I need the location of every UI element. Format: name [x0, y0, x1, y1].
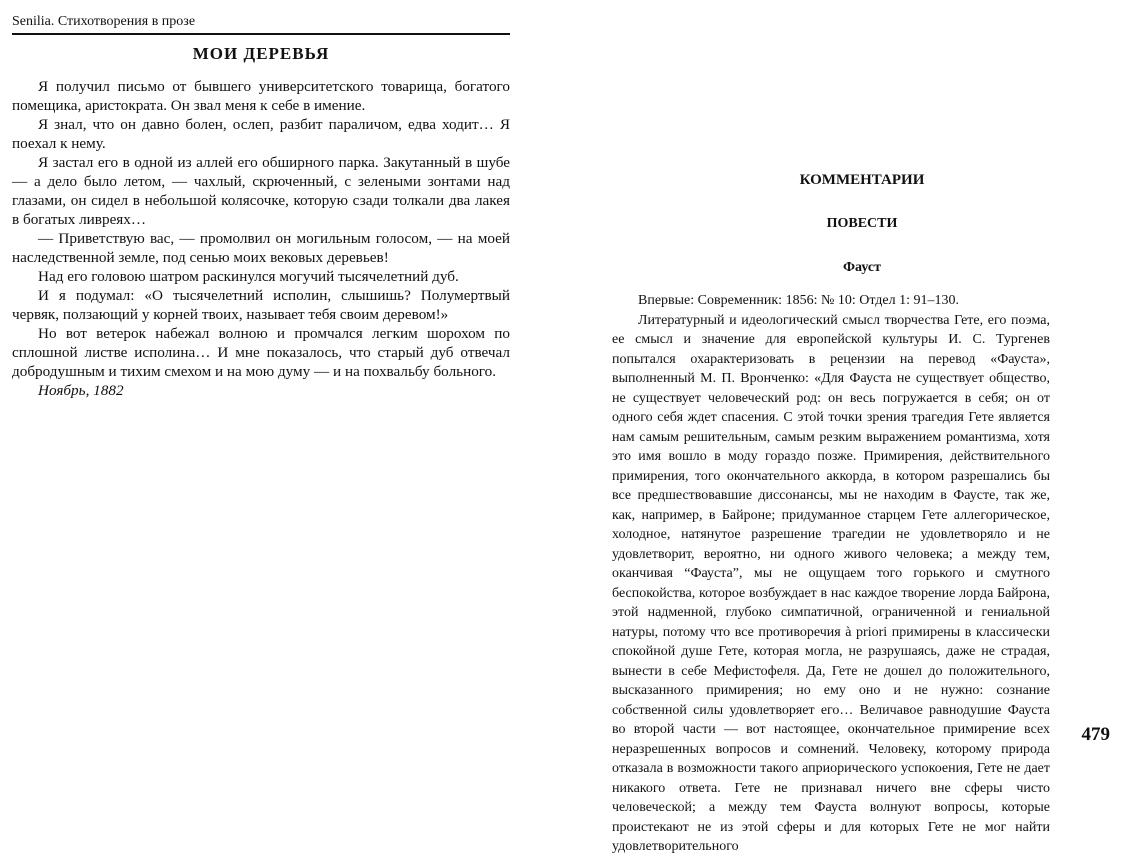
left-page: [0, 0, 520, 756]
header-rule: [12, 33, 510, 35]
poem-date: Ноябрь, 1882: [38, 382, 124, 399]
right-page: [600, 0, 1124, 854]
poem-paragraph: Но вот ветерок набежал волною и промчался легким шорохом по сплошной листве исполина… И мне показалось, что старый дуб отвечал добродушным и тихим смехом и на мою думу — и на похвальбу больного.: [12, 325, 510, 380]
poem-paragraph: — Приветствую вас, — промолвил он могильным голосом, — на моей наследственной земле, под сенью моих вековых деревьев!: [12, 230, 510, 266]
poem-paragraph: Над его головою шатром раскинулся могучий тысячелетний дуб.: [38, 268, 459, 285]
poem-paragraph: Я получил письмо от бывшего университетского товарища, богатого помещика, аристократа. Он звал меня к себе в имение.: [12, 78, 510, 114]
poem-paragraph: И я подумал: «О тысячелетний исполин, слышишь? Полумертвый червяк, ползающий у корней твоих, называет тебя своим деревом!»: [12, 287, 510, 323]
poem-title: МОИ ДЕРЕВЬЯ: [192, 44, 330, 63]
poem-text: [12, 77, 510, 400]
commentary-paragraph: Литературный и идеологический смысл творчества Гете, его поэма, ее смысл и значение для европейской культуры И. С. Тургенев попытался охарактеризовать в рецензии на перевод «Фауста», выполненный М. П. Вронченко: «Для Фауста не существует общество, не существует человеческий род: он весь погружается в себя; он от одного себя ждет спасения. С этой точки зрения трагедия Гете является нам самым решительным, самым резким выражением романтизма, хотя это имя вошло в моду гораздо позже. Примирения, действительного примирения, того окончательного аккорда, в котором разрешались бы все предшествовавшие диссонансы, мы не находим в Фаусте, так же, как, например, в Байроне; придуманное старцем Гете аллегорическое, холодное, натянутое разрешение трагедии не удовлетворяло и не удовлетворит, вероятно, ни одного живого человека; а между тем, оканчивая “Фауста”, мы не ощущаем того горького и смутного беспокойства, которое возбуждает в нас каждое творение лорда Байрона, этой надменной, глубоко симпатичной, ограниченной и гениальной натуры, потому что все противоречия à priori примирены в классически спокойной душе Гете, которая могла, не разрушаясь, даже не страдая, вынести в себе Мефистофеля. Да, Гете не дошел до положительного, высказанного примирения; но ему оно и не нужно: сознание собственной силы удовлетворяет его… Величавое равнодушие Фауста во второй части — вот настоящее, окончательное примирение всех неразрешенных вопросов и сомнений. Человеку, которому природа отказала в возможности такого априорического успокоения, Гете не дает никакого ответа. Гете не признавал ничего вне сферы чисто человеческой; а между тем Фауста волнуют вопросы, которые проистекают не из этой сферы и для которых Гете не мог найти удовлетворительного: [612, 312, 1050, 854]
section-title: КОММЕНТАРИИ: [799, 172, 925, 188]
work-title: Фауст: [843, 260, 881, 275]
poem-paragraph: Я застал его в одной из аллей его обширного парка. Закутанный в шубе — а дело было летом, — чахлый, скрюченный, с зелеными зонтами над глазами, он сидел в небольшой колясочке, которую сзади толкали два лакея в богатых ливреях…: [12, 154, 510, 228]
subsection-title: ПОВЕСТИ: [826, 216, 898, 231]
running-head: Senilia. Стихотворения в прозе: [12, 14, 196, 29]
commentary-body: [612, 291, 1110, 857]
page-number: 479: [1081, 724, 1110, 745]
poem-paragraph: Я знал, что он давно болен, ослеп, разбит параличом, едва ходит… Я поехал к нему.: [12, 116, 510, 152]
first-published: Впервые: Современник: 1856: № 10: Отдел 1: 91–130.: [638, 293, 959, 308]
